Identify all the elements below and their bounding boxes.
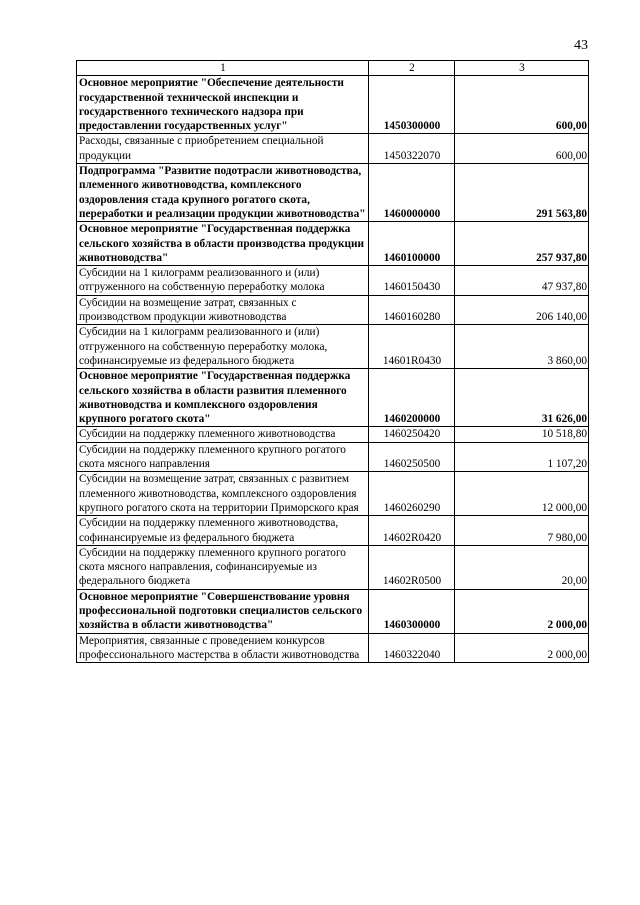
row-sum-cell: 10 518,80	[455, 427, 589, 442]
row-name-cell: Субсидии на возмещение затрат, связанных с производством продукции животноводства	[77, 295, 369, 325]
column-header-3: 3	[455, 61, 589, 76]
table-row	[77, 266, 589, 296]
row-sum-cell: 206 140,00	[455, 295, 589, 325]
page-number: 43	[574, 38, 588, 53]
column-header-1: 1	[77, 61, 369, 76]
table-row	[77, 442, 589, 472]
table-row	[77, 164, 589, 222]
row-name-cell: Субсидии на поддержку племенного крупного рогатого скота мясного направления	[77, 442, 369, 472]
row-name-cell: Основное мероприятие "Государственная поддержка сельского хозяйства в области производства продукции животноводства"	[77, 222, 369, 266]
row-sum-cell: 600,00	[455, 134, 589, 164]
row-name-cell: Субсидии на 1 килограмм реализованного и (или) отгруженного на собственную переработку молока, софинансируемые из федерального бюджета	[77, 325, 369, 369]
row-code-cell: 1460100000	[369, 222, 455, 266]
row-code-cell: 1450300000	[369, 76, 455, 134]
row-name-cell: Субсидии на поддержку племенного животноводства	[77, 427, 369, 442]
row-name-cell: Мероприятия, связанные с проведением конкурсов профессионального мастерства в области животноводства	[77, 633, 369, 663]
table-row	[77, 633, 589, 663]
row-sum-cell: 20,00	[455, 545, 589, 589]
row-sum-cell: 1 107,20	[455, 442, 589, 472]
table-row	[77, 295, 589, 325]
row-sum-cell: 47 937,80	[455, 266, 589, 296]
row-code-cell: 14602R0500	[369, 545, 455, 589]
table-header-row	[77, 61, 589, 76]
row-sum-cell: 12 000,00	[455, 472, 589, 516]
table-row	[77, 222, 589, 266]
row-code-cell: 1450322070	[369, 134, 455, 164]
row-name-cell: Субсидии на поддержку племенного животноводства, софинансируемые из федерального бюджета	[77, 516, 369, 546]
row-name-cell: Основное мероприятие "Государственная поддержка сельского хозяйства в области развития племенного животноводства и комплексного оздоровления крупного рогатого скота"	[77, 369, 369, 427]
table-row	[77, 134, 589, 164]
row-name-cell: Расходы, связанные с приобретением специальной продукции	[77, 134, 369, 164]
table-row	[77, 427, 589, 442]
row-code-cell: 1460260290	[369, 472, 455, 516]
row-sum-cell: 2 000,00	[455, 589, 589, 633]
row-name-cell: Субсидии на 1 килограмм реализованного и (или) отгруженного на собственную переработку молока	[77, 266, 369, 296]
row-sum-cell: 600,00	[455, 76, 589, 134]
row-code-cell: 1460250500	[369, 442, 455, 472]
row-name-cell: Основное мероприятие "Обеспечение деятельности государственной технической инспекции и государственного технического надзора при предоставлении государственных услуг"	[77, 76, 369, 134]
row-code-cell: 1460200000	[369, 369, 455, 427]
row-sum-cell: 2 000,00	[455, 633, 589, 663]
row-name-cell: Подпрограмма "Развитие подотрасли животноводства, племенного животноводства, комплексного оздоровления стада крупного рогатого скота, переработки и реализации продукции животноводства"	[77, 164, 369, 222]
table-row	[77, 516, 589, 546]
row-sum-cell: 257 937,80	[455, 222, 589, 266]
row-code-cell: 1460250420	[369, 427, 455, 442]
row-name-cell: Субсидии на поддержку племенного крупного рогатого скота мясного направления, софинансируемые из федерального бюджета	[77, 545, 369, 589]
row-sum-cell: 31 626,00	[455, 369, 589, 427]
row-code-cell: 14602R0420	[369, 516, 455, 546]
row-code-cell: 1460300000	[369, 589, 455, 633]
table-row	[77, 589, 589, 633]
row-code-cell: 1460000000	[369, 164, 455, 222]
table-row	[77, 369, 589, 427]
table-row	[77, 325, 589, 369]
row-name-cell: Основное мероприятие "Совершенствование уровня профессиональной подготовки специалистов сельского хозяйства в области животноводства"	[77, 589, 369, 633]
table-row	[77, 545, 589, 589]
row-sum-cell: 3 860,00	[455, 325, 589, 369]
table-row	[77, 76, 589, 134]
row-sum-cell: 291 563,80	[455, 164, 589, 222]
budget-table	[76, 60, 589, 663]
table-body	[77, 76, 589, 663]
table-row	[77, 472, 589, 516]
row-code-cell: 14601R0430	[369, 325, 455, 369]
row-name-cell: Субсидии на возмещение затрат, связанных с развитием племенного животноводства, комплексного оздоровления крупного рогатого скота на территории Приморского края	[77, 472, 369, 516]
row-sum-cell: 7 980,00	[455, 516, 589, 546]
row-code-cell: 1460150430	[369, 266, 455, 296]
row-code-cell: 1460160280	[369, 295, 455, 325]
row-code-cell: 1460322040	[369, 633, 455, 663]
column-header-2: 2	[369, 61, 455, 76]
